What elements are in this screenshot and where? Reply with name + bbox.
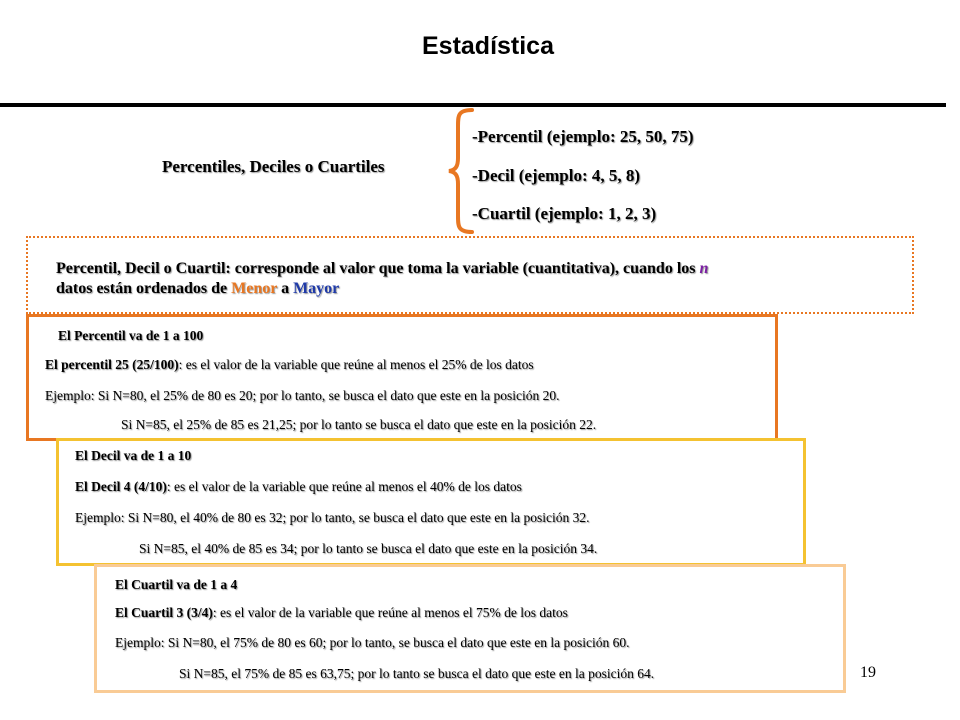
definition-text <box>56 259 886 299</box>
percentil-range: El Percentil va de 1 a 100 <box>58 328 204 343</box>
decil-example-2: Si N=85, el 40% de 85 es 34; por lo tanto se busca el dato que este en la posición 34. <box>139 541 598 556</box>
percentil-definition <box>45 357 534 373</box>
decil-def-rest: : es el valor de la variable que reúne al menos el 40% de los datos <box>166 479 522 494</box>
topic-label: Percentiles, Deciles o Cuartiles <box>162 157 385 176</box>
decil-example-1: Ejemplo: Si N=80, el 40% de 80 es 32; por lo tanto, se busca el dato que este en la posición 32. <box>75 510 590 525</box>
type-decil: -Decil (ejemplo: 4, 5, 8) <box>472 166 641 185</box>
decil-card <box>56 438 806 566</box>
cuartil-definition <box>115 605 568 621</box>
type-percentil: -Percentil (ejemplo: 25, 50, 75) <box>472 127 694 146</box>
decil-def-bold: El Decil 4 (4/10) <box>75 479 167 494</box>
definition-n: n <box>699 260 709 277</box>
definition-menor: Menor <box>231 280 278 297</box>
cuartil-def-rest: : es el valor de la variable que reúne al menos el 75% de los datos <box>212 605 568 620</box>
decil-range: El Decil va de 1 a 10 <box>75 448 192 463</box>
cuartil-example-2: Si N=85, el 75% de 85 es 63,75; por lo tanto se busca el dato que este en la posición 64. <box>179 666 655 681</box>
definition-part-b: datos están ordenados de <box>56 280 232 297</box>
percentil-def-rest: : es el valor de la variable que reúne al menos el 25% de los datos <box>178 357 534 372</box>
percentil-card <box>26 314 778 441</box>
cuartil-def-bold: El Cuartil 3 (3/4) <box>115 605 213 620</box>
definition-a: a <box>277 280 294 297</box>
type-cuartil: -Cuartil (ejemplo: 1, 2, 3) <box>472 204 657 223</box>
definition-part-a: Percentil, Decil o Cuartil: corresponde al valor que toma la variable (cuantitativa), cuando los <box>56 260 700 277</box>
percentil-def-bold: El percentil 25 (25/100) <box>45 357 179 372</box>
cuartil-range: El Cuartil va de 1 a 4 <box>115 577 238 592</box>
cuartil-example-1: Ejemplo: Si N=80, el 75% de 80 es 60; por lo tanto, se busca el dato que este en la posición 60. <box>115 635 630 650</box>
page-number: 19 <box>860 664 876 681</box>
cuartil-card <box>94 564 846 693</box>
percentil-example-2: Si N=85, el 25% de 85 es 21,25; por lo tanto se busca el dato que este en la posición 22. <box>121 417 597 432</box>
percentil-example-1: Ejemplo: Si N=80, el 25% de 80 es 20; por lo tanto, se busca el dato que este en la posición 20. <box>45 388 560 403</box>
definition-mayor: Mayor <box>293 280 340 297</box>
slide-title: Estadística <box>421 32 554 60</box>
decil-definition <box>75 479 522 495</box>
